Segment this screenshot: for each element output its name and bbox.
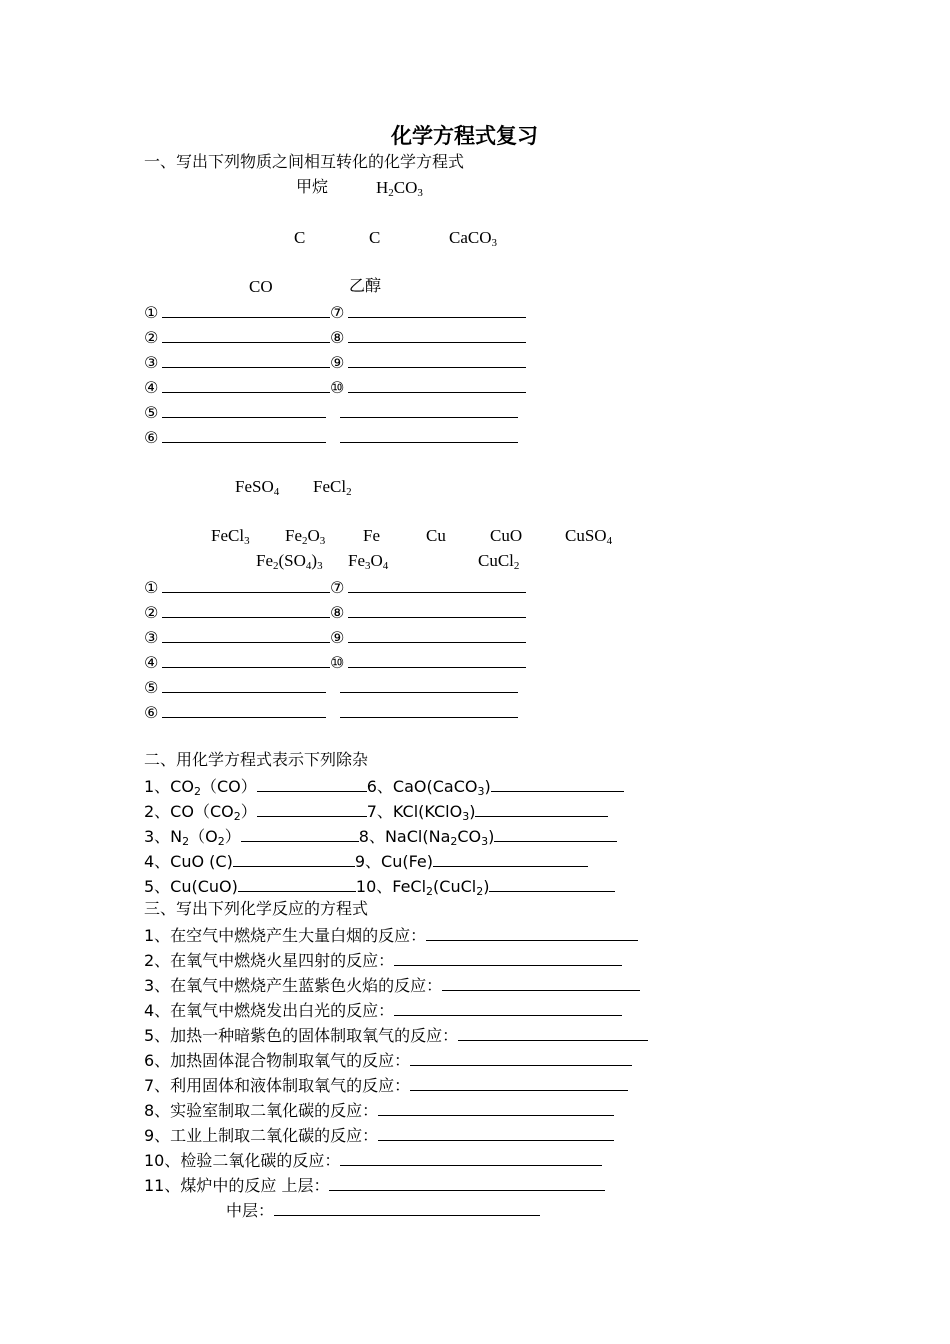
answer-blank[interactable]: [233, 849, 355, 867]
marker: ⑧: [330, 603, 345, 622]
answer-blank[interactable]: [257, 774, 367, 792]
reaction-label: 9、工业上制取二氧化碳的反应：: [144, 1126, 379, 1145]
page-title: 化学方程式复习: [391, 124, 538, 148]
answer-blank[interactable]: [348, 375, 526, 393]
purification-row: [144, 849, 588, 873]
substance-caco3: CaCO$_3$: [449, 228, 497, 249]
marker: ⑨: [330, 353, 345, 372]
reaction-row: [144, 948, 622, 972]
marker: ①: [144, 303, 159, 322]
answer-blank[interactable]: [378, 1123, 614, 1141]
reaction-label: 7、利用固体和液体制取氧气的反应：: [144, 1076, 411, 1095]
marker: ⑦: [330, 578, 345, 597]
reaction-label: 11、煤炉中的反应 上层：: [144, 1176, 330, 1195]
answer-blank[interactable]: [238, 874, 356, 892]
purification-right: 9、Cu(Fe): [354, 852, 433, 871]
purification-left: 4、CuO (C): [144, 852, 233, 871]
purification-left: 2、$CO(CO_2)$: [144, 802, 257, 823]
answer-blank[interactable]: [426, 923, 638, 941]
reaction-row: [144, 1098, 614, 1122]
substance-feso4: FeSO$_4$: [235, 477, 280, 498]
substance-cuo: CuO: [490, 526, 523, 545]
section3-heading: 三、写出下列化学反应的方程式: [144, 899, 369, 918]
substance-h2co3: $H_2CO_3$: [376, 178, 423, 199]
answer-blank[interactable]: [348, 625, 526, 643]
reaction-row: [144, 998, 622, 1022]
answer-blank[interactable]: [162, 600, 330, 618]
answer-blank[interactable]: [340, 425, 518, 443]
reaction-label: 1、在空气中燃烧产生大量白烟的反应：: [144, 926, 427, 945]
marker: ⑥: [144, 428, 159, 447]
purification-left: 3、$N_2(O_2)$: [144, 827, 241, 848]
answer-row: [144, 675, 518, 699]
reaction-label: 2、在氧气中燃烧火星四射的反应：: [144, 951, 395, 970]
answer-blank[interactable]: [162, 625, 330, 643]
reaction-label: 5、加热一种暗紫色的固体制取氧气的反应：: [144, 1026, 459, 1045]
reaction-label: 4、在氧气中燃烧发出白光的反应：: [144, 1001, 395, 1020]
marker: ③: [144, 353, 159, 372]
marker: ①: [144, 578, 159, 597]
purification-left: 1、$CO_2(CO)$: [144, 777, 257, 798]
marker: ⑦: [330, 303, 345, 322]
answer-row: [144, 375, 526, 399]
marker: ⑩: [330, 378, 345, 397]
answer-row: [144, 300, 526, 324]
answer-blank[interactable]: [162, 575, 330, 593]
marker: ⑩: [330, 653, 345, 672]
answer-blank[interactable]: [162, 400, 326, 418]
substance-cu: Cu: [426, 526, 446, 545]
section1-heading: 一、写出下列物质之间相互转化的化学方程式: [144, 152, 465, 171]
substance-fecl2: FeCl$_2$: [313, 477, 352, 498]
answer-row: [144, 650, 526, 674]
answer-blank[interactable]: [348, 600, 526, 618]
reaction-row: [144, 1123, 614, 1147]
answer-blank[interactable]: [394, 948, 622, 966]
section2-heading: 二、用化学方程式表示下列除杂: [144, 750, 369, 769]
answer-blank[interactable]: [162, 350, 330, 368]
answer-blank[interactable]: [348, 325, 526, 343]
substance-ethanol: 乙醇: [349, 276, 382, 295]
answer-blank[interactable]: [410, 1073, 628, 1091]
answer-row: [144, 575, 526, 599]
purification-row: [144, 799, 608, 823]
marker: ⑤: [144, 678, 159, 697]
marker: ④: [144, 653, 159, 672]
answer-blank[interactable]: [348, 650, 526, 668]
answer-blank[interactable]: [340, 700, 518, 718]
answer-row: [144, 625, 526, 649]
answer-row: [144, 425, 518, 449]
answer-blank[interactable]: [241, 824, 359, 842]
purification-row: [144, 824, 617, 848]
answer-blank[interactable]: [340, 675, 518, 693]
answer-blank[interactable]: [348, 300, 526, 318]
reaction-row: [144, 923, 638, 947]
marker: ⑧: [330, 328, 345, 347]
answer-blank[interactable]: [340, 400, 518, 418]
answer-blank[interactable]: [348, 575, 526, 593]
answer-row: [144, 600, 526, 624]
reaction-label: 3、在氧气中燃烧产生蓝紫色火焰的反应：: [144, 976, 443, 995]
marker: ④: [144, 378, 159, 397]
answer-blank[interactable]: [378, 1098, 614, 1116]
marker: ②: [144, 328, 159, 347]
answer-blank[interactable]: [274, 1198, 540, 1216]
answer-blank[interactable]: [394, 998, 622, 1016]
answer-blank[interactable]: [489, 874, 615, 892]
purification-right: 6、CaO(CaCO$_3$): [366, 777, 491, 798]
purification-right: 7、KCl(KClO$_3$): [366, 802, 476, 823]
answer-blank[interactable]: [410, 1048, 632, 1066]
answer-blank[interactable]: [162, 425, 326, 443]
substance-fe2so43: $Fe_2(SO_4)_3$: [256, 551, 323, 572]
substance-cuso4: CuSO$_4$: [565, 526, 613, 547]
substance-fe2o3: $Fe_2O_3$: [285, 526, 326, 547]
answer-blank[interactable]: [162, 675, 326, 693]
reaction-row: [144, 1148, 602, 1172]
substance-c-left: C: [294, 228, 306, 247]
answer-blank[interactable]: [162, 375, 330, 393]
marker: ③: [144, 628, 159, 647]
answer-blank[interactable]: [458, 1023, 648, 1041]
reaction-label: 6、加热固体混合物制取氧气的反应：: [144, 1051, 411, 1070]
answer-blank[interactable]: [257, 799, 367, 817]
purification-right: 10、FeCl$_2$(CuCl$_2$): [355, 877, 490, 898]
reaction-row: [144, 1023, 648, 1047]
answer-blank[interactable]: [442, 973, 640, 991]
substance-fecl3: FeCl$_3$: [211, 526, 250, 547]
substance-cucl2: CuCl$_2$: [478, 551, 520, 572]
marker: ⑨: [330, 628, 345, 647]
answer-row: [144, 350, 526, 374]
answer-blank[interactable]: [162, 700, 326, 718]
answer-blank[interactable]: [433, 849, 588, 867]
substance-co: CO: [249, 277, 273, 296]
answer-blank[interactable]: [494, 824, 617, 842]
answer-row: [144, 400, 518, 424]
answer-blank[interactable]: [348, 350, 526, 368]
substance-methane: 甲烷: [296, 177, 329, 196]
answer-blank[interactable]: [491, 774, 624, 792]
marker: ②: [144, 603, 159, 622]
reaction-row: [144, 1073, 628, 1097]
answer-row: [144, 325, 526, 349]
reaction-label: 中层：: [226, 1201, 275, 1220]
reaction-label: 8、实验室制取二氧化碳的反应：: [144, 1101, 379, 1120]
answer-blank[interactable]: [162, 325, 330, 343]
answer-blank[interactable]: [329, 1173, 605, 1191]
answer-blank[interactable]: [475, 799, 608, 817]
marker: ⑥: [144, 703, 159, 722]
answer-row: [144, 700, 518, 724]
marker: ⑤: [144, 403, 159, 422]
reaction-label: 10、检验二氧化碳的反应：: [144, 1151, 341, 1170]
substance-c-right: C: [369, 228, 381, 247]
substance-fe: Fe: [363, 526, 380, 545]
answer-blank[interactable]: [162, 650, 330, 668]
reaction-row: [226, 1198, 540, 1222]
reaction-row: [144, 1173, 605, 1197]
substance-fe3o4: $Fe_3O_4$: [348, 551, 389, 572]
purification-left: 5、Cu(CuO): [144, 877, 238, 896]
purification-row: [144, 874, 615, 898]
purification-right: 8、$NaCl(Na_2CO_3)$: [358, 827, 495, 848]
reaction-row: [144, 973, 640, 997]
answer-blank[interactable]: [340, 1148, 602, 1166]
answer-blank[interactable]: [162, 300, 330, 318]
purification-row: [144, 774, 624, 798]
reaction-row: [144, 1048, 632, 1072]
